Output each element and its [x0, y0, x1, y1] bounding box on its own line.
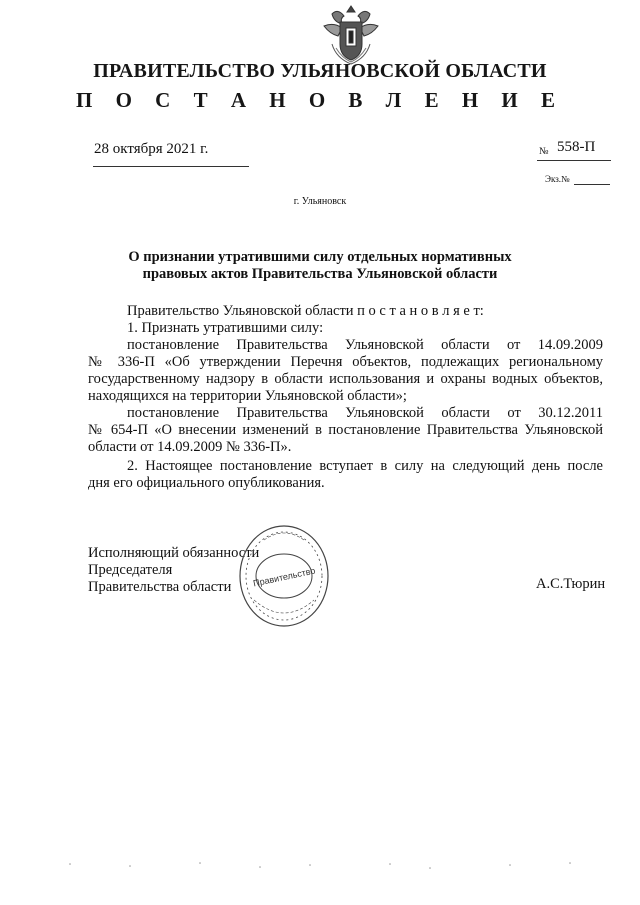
act1-line: находящихся на территории Ульяновской области»; — [88, 388, 407, 404]
heading-line: правовых актов Правительства Ульяновской области — [142, 266, 498, 282]
scan-artifact-dots — [10, 860, 630, 874]
official-seal-stamp — [234, 520, 334, 630]
act2-line: области от 14.09.2009 № 336-П». — [88, 439, 292, 455]
city: г. Ульяновск — [293, 196, 347, 207]
copy-number-underline — [574, 184, 610, 185]
signatory-name: А.С.Тюрин — [536, 576, 606, 592]
act2-line: № 654-П «О внесении изменений в постановление Правительства Ульяновской — [88, 422, 603, 438]
item-1: 1. Признать утратившими силу: — [127, 320, 324, 336]
signatory-position-line: Председателя — [88, 562, 173, 578]
government-title: ПРАВИТЕЛЬСТВО УЛЬЯНОВСКОЙ ОБЛАСТИ — [93, 60, 547, 82]
date-underline — [93, 166, 249, 167]
signatory-position-line: Исполняющий обязанности — [88, 545, 260, 561]
coat-of-arms-icon — [318, 4, 384, 66]
copy-number-label: Экз.№ — [545, 174, 570, 184]
document-date: 28 октября 2021 г. — [94, 141, 209, 157]
act1-line: № 336-П «Об утверждении Перечня объектов, подлежащих региональному — [88, 354, 603, 370]
intro-paragraph: Правительство Ульяновской области п о с т а н о в л я е т: — [127, 303, 484, 319]
document-heading — [110, 249, 530, 283]
number-sign: № — [539, 146, 549, 157]
act1-line: государственному надзору в области использования и охраны водных объектов, — [88, 371, 603, 387]
document-type: П О С Т А Н О В Л Е Н И Е — [75, 88, 564, 112]
act2-line: постановление Правительства Ульяновской области от 30.12.2011 — [127, 405, 603, 421]
signatory-position-line: Правительства области — [88, 579, 232, 595]
item-2-line: дня его официального опубликования. — [88, 475, 325, 491]
number-underline — [537, 160, 611, 161]
act1-line: постановление Правительства Ульяновской области от 14.09.2009 — [127, 337, 603, 353]
document-number: 558-П — [557, 139, 596, 155]
stamp-text: Правительство — [252, 565, 317, 589]
heading-line: О признании утратившими силу отдельных нормативных — [128, 249, 512, 265]
item-2-line: 2. Настоящее постановление вступает в силу на следующий день после — [127, 458, 603, 474]
